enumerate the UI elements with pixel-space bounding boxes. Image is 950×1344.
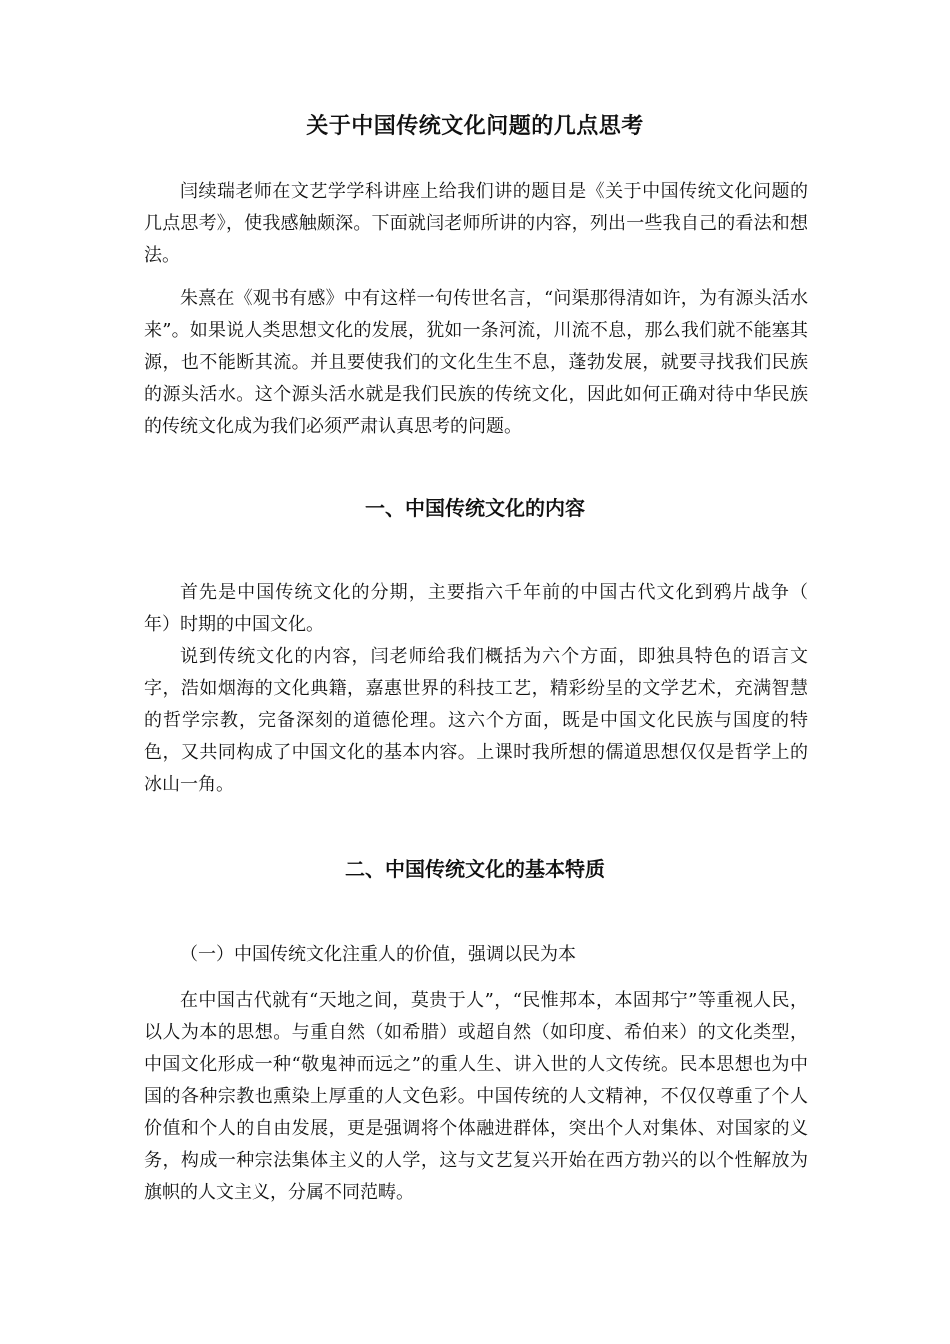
- section-2-heading: 二、中国传统文化的基本特质: [345, 857, 605, 881]
- section-1-paragraph-1: 首先是中国传统文化的分期，主要指六千年前的中国古代文化到鸦片战争（ 年）时期的中国文化。: [144, 582, 844, 635]
- section-2-paragraph-1: 在中国古代就有“天地之间，莫贵于人”，“民惟邦本，本固邦宁”等重视人民，以人为本的思想。与重自然（如希腊）或超自然（如印度、希伯来）的文化类型，中国文化形成一种“敬鬼神而远之”的重人生、讲入世的人文传统。民本思想也为中国的各种宗教也熏染上厚重的人文色彩。中国传统的人文精神，不仅仅尊重了个人价值和个人的自由发展，更是强调将个体融进群体，突出个人对集体、对国家的义务，构成一种宗法集体主义的人学，这与文艺复兴开始在西方勃兴的以个性解放为旗帜的人文主义，分属不同范畴。: [144, 990, 808, 1203]
- section-1-heading: 一、中国传统文化的内容: [365, 496, 585, 520]
- document-title: 关于中国传统文化问题的几点思考: [306, 113, 644, 139]
- intro-paragraph-1: 闫续瑞老师在文艺学学科讲座上给我们讲的题目是《关于中国传统文化问题的几点思考》，使我感触颇深。下面就闫老师所讲的内容，列出一些我自己的看法和想法。: [144, 181, 808, 266]
- section-1-paragraph-2: 说到传统文化的内容，闫老师给我们概括为六个方面，即独具特色的语言文字，浩如烟海的文化典籍，嘉惠世界的科技工艺，精彩纷呈的文学艺术，充满智慧的哲学宗教，完备深刻的道德伦理。这六个方面，既是中国文化民族与国度的特色，又共同构成了中国文化的基本内容。上课时我所想的儒道思想仅仅是哲学上的冰山一角。: [144, 646, 808, 795]
- intro-paragraph-2: 朱熹在《观书有感》中有这样一句传世名言，“问渠那得清如许，为有源头活水来”。如果说人类思想文化的发展，犹如一条河流，川流不息，那么我们就不能塞其源，也不能断其流。并且要使我们的文化生生不息，蓬勃发展，就要寻找我们民族的源头活水。这个源头活水就是我们民族的传统文化，因此如何正确对待中华民族的传统文化成为我们必须严肃认真思考的问题。: [144, 288, 808, 437]
- section-2-subheading: （一）中国传统文化注重人的价值，强调以民为本: [180, 944, 576, 965]
